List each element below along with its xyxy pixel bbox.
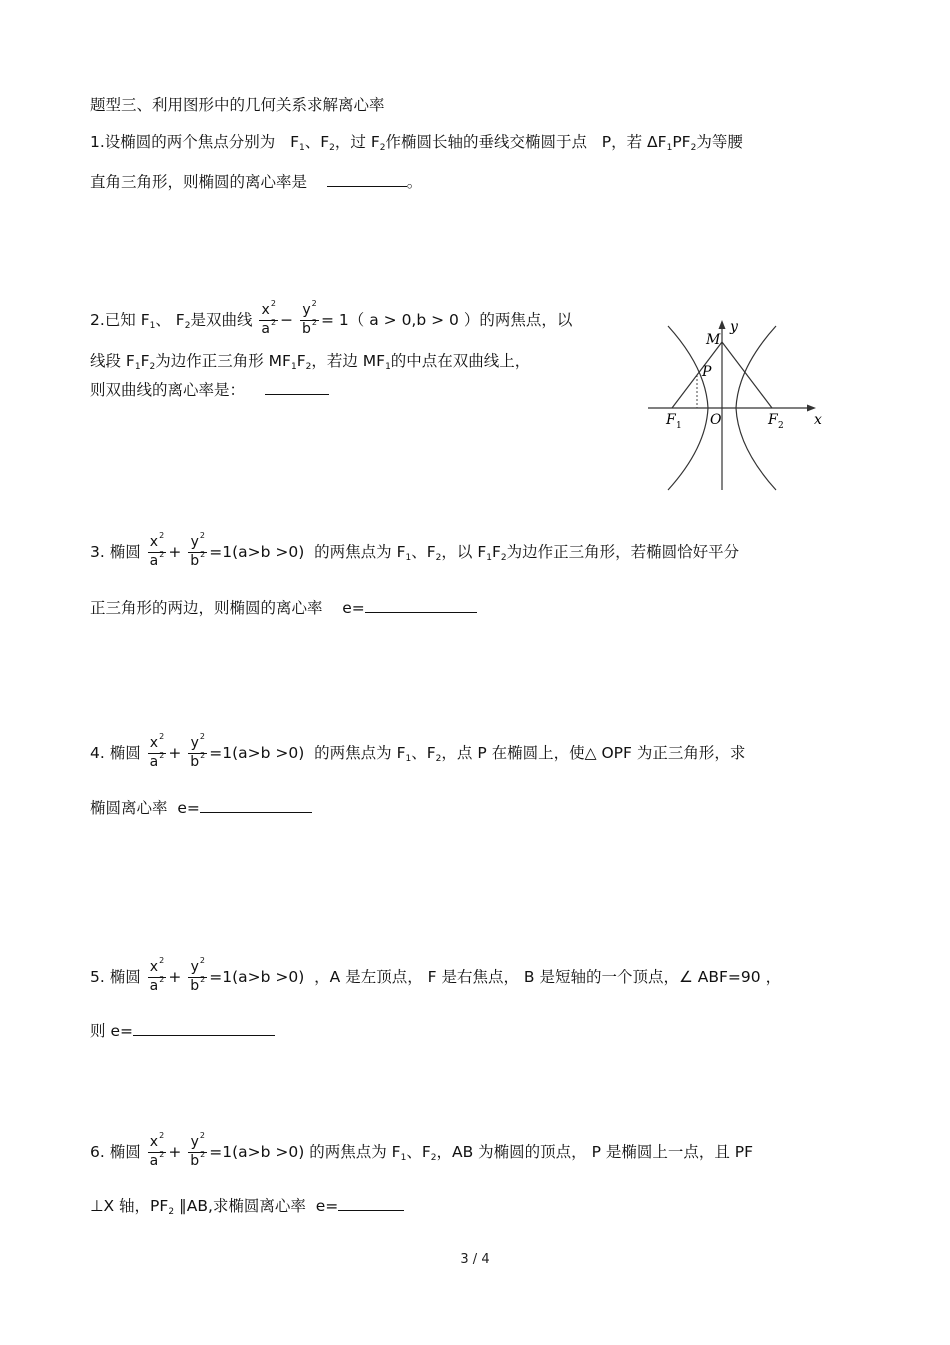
- q2-sub: 2: [184, 321, 191, 331]
- fraction-x2-a2: [148, 956, 167, 996]
- fraction-x2-a2: [259, 299, 278, 339]
- fraction-y2-b2: [188, 732, 207, 772]
- fraction-x2-a2: [148, 1131, 167, 1171]
- frac-num: x: [149, 735, 159, 751]
- frac-num: x: [149, 959, 159, 975]
- frac-num: y: [190, 959, 199, 975]
- answer-blank[interactable]: [338, 1194, 404, 1211]
- plus-sign: +: [168, 1143, 182, 1161]
- q6-line2-b: ∥AB,求椭圆离心率: [178, 1197, 306, 1215]
- fraction-y2-b2: [300, 299, 319, 339]
- q2-text-b: 、 F: [155, 311, 185, 329]
- frac-den: a: [149, 1153, 159, 1169]
- label-p: P: [702, 364, 712, 380]
- q1-end: 。: [406, 173, 423, 191]
- q4-line2: 椭圆离心率: [90, 799, 168, 817]
- q3-text-c: F: [491, 543, 501, 561]
- q5-e: e=: [110, 1022, 133, 1040]
- fraction-y2-b2: [188, 1131, 207, 1171]
- q6-text-b: ，AB 为椭圆的顶点， P 是椭圆上一点，且 PF: [436, 1143, 754, 1161]
- plus-sign: +: [168, 543, 182, 561]
- frac-num: y: [190, 534, 199, 550]
- label-o: O: [710, 412, 722, 428]
- equation-rhs: =1(a>b >0): [209, 1143, 305, 1161]
- q1-sub: 2: [329, 143, 335, 153]
- q2-l2-f: 的中点在双曲线上，: [390, 352, 531, 370]
- fraction-x2-a2: [148, 732, 167, 772]
- frac-num: y: [190, 735, 199, 751]
- q2-l2-a: 线段 F: [90, 352, 135, 370]
- hyperbola-figure: [640, 318, 830, 493]
- q1-text-d: ，若 ΔF: [611, 133, 667, 151]
- frac-sup: 2: [200, 751, 206, 760]
- frac-sup: 2: [200, 1150, 206, 1159]
- frac-num: x: [149, 1134, 159, 1150]
- question-2-line-2: [90, 351, 530, 374]
- answer-blank[interactable]: [327, 170, 407, 187]
- q5-line2: 则: [90, 1022, 106, 1040]
- equation-rhs: =1(a>b >0): [209, 744, 305, 762]
- frac-den: b: [190, 553, 200, 569]
- q2-sub: 1: [385, 362, 391, 372]
- q1-text-b: ，过 F: [334, 133, 380, 151]
- equation-rhs: =1(a>b >0): [209, 543, 305, 561]
- q2-l2-c: 为边作正三角形 MF: [155, 352, 291, 370]
- frac-den: b: [190, 978, 200, 994]
- q3-sub: 2: [435, 553, 442, 563]
- frac-den: a: [149, 978, 159, 994]
- frac-den: b: [190, 754, 200, 770]
- label-x: x: [814, 412, 822, 428]
- q6-sub: 1: [400, 1153, 407, 1163]
- question-4-line-2: [90, 796, 312, 818]
- q3-sub: 1: [405, 553, 412, 563]
- equals-one: = 1: [321, 311, 349, 329]
- q3-text-d: 为边作正三角形，若椭圆恰好平分: [506, 543, 740, 561]
- q4-prefix: 4. 椭圆: [90, 744, 141, 762]
- frac-sup: 2: [271, 318, 277, 327]
- q6-mid: 、F: [406, 1143, 431, 1161]
- answer-blank[interactable]: [265, 378, 329, 395]
- q2-sub: 1: [149, 321, 156, 331]
- frac-sup: 2: [270, 299, 276, 308]
- q3-sub: 2: [500, 553, 507, 563]
- minus-sign: −: [280, 311, 294, 329]
- q1-f1: F: [290, 133, 299, 151]
- label-f2-sub: 2: [778, 421, 784, 431]
- fraction-x2-a2: [148, 531, 167, 571]
- frac-sup: 2: [159, 550, 165, 559]
- q2-l2-d: F: [296, 352, 306, 370]
- q1-sub: 1: [666, 143, 673, 153]
- question-2-line-1: [90, 296, 572, 344]
- frac-den: b: [190, 1153, 200, 1169]
- answer-blank[interactable]: [200, 796, 312, 813]
- q3-text: 的两焦点为 F: [314, 543, 406, 561]
- answer-blank[interactable]: [133, 1019, 275, 1036]
- frac-sup: 2: [199, 732, 205, 741]
- question-3-line-2: [90, 596, 477, 618]
- frac-sup: 2: [200, 550, 206, 559]
- q1-text-e: PF: [672, 133, 691, 151]
- frac-den: a: [149, 553, 159, 569]
- plus-sign: +: [168, 744, 182, 762]
- frac-sup: 2: [159, 1131, 165, 1140]
- label-f2: F: [768, 412, 778, 428]
- q6-line2-a: ⊥X 轴，PF: [90, 1197, 169, 1215]
- frac-sup: 2: [199, 1131, 205, 1140]
- fraction-y2-b2: [188, 531, 207, 571]
- equation-rhs: =1(a>b >0): [209, 968, 305, 986]
- q4-sub: 2: [435, 754, 442, 764]
- q2-l2-b: F: [140, 352, 150, 370]
- label-f1: F: [666, 412, 676, 428]
- question-3-line-1: [90, 528, 739, 576]
- q3-text-b: ，以 F: [441, 543, 487, 561]
- question-1-line-2: [90, 170, 422, 192]
- q2-sub: 1: [290, 362, 297, 372]
- q6-sub: 2: [430, 1153, 437, 1163]
- x-axis-arrow: [807, 405, 816, 412]
- question-5-line-1: [90, 953, 781, 1001]
- frac-sup: 2: [159, 1150, 165, 1159]
- q4-mid: 、F: [411, 744, 436, 762]
- question-5-line-2: [90, 1019, 275, 1041]
- q3-e: e=: [342, 599, 365, 617]
- q2-l2-e: ，若边 MF: [311, 352, 386, 370]
- page-number: 3 / 4: [460, 1252, 490, 1267]
- q2-text-c: 是双曲线: [190, 311, 253, 329]
- section-heading: 题型三、利用图形中的几何关系求解离心率: [90, 96, 385, 114]
- q3-sub: 1: [486, 553, 492, 563]
- q1-line2-text: 直角三角形，则椭圆的离心率是: [90, 173, 308, 191]
- q4-text: 的两焦点为 F: [314, 744, 406, 762]
- label-m: M: [706, 332, 721, 348]
- question-2-line-3: [90, 378, 329, 400]
- frac-sup: 2: [199, 531, 205, 540]
- question-6-line-1: [90, 1128, 753, 1176]
- frac-den: a: [261, 321, 270, 337]
- frac-num: y: [302, 302, 311, 318]
- q3-line2: 正三角形的两边，则椭圆的离心率: [90, 599, 323, 617]
- q2-sub: 1: [134, 362, 141, 372]
- q6-e: e=: [315, 1197, 339, 1215]
- frac-den: b: [302, 321, 311, 337]
- q1-sub: 2: [379, 143, 386, 153]
- q4-text-b: ，点 P 在椭圆上，使△ OPF 为正三角形，求: [441, 744, 746, 762]
- frac-sup: 2: [311, 299, 317, 308]
- frac-sup: 2: [159, 975, 165, 984]
- fraction-y2-b2: [188, 956, 207, 996]
- frac-sup: 2: [159, 751, 165, 760]
- q1-text-a: 1.设椭圆的两个焦点分别为: [90, 133, 276, 151]
- answer-blank[interactable]: [365, 596, 477, 613]
- q2-condition: （ a > 0,b > 0 ）的两焦点，以: [348, 311, 573, 329]
- q3-prefix: 3. 椭圆: [90, 543, 141, 561]
- y-axis-arrow: [719, 320, 726, 329]
- q1-text-f: 为等腰: [696, 133, 743, 151]
- question-1-line-1: [90, 132, 743, 155]
- q1-sub: 2: [690, 143, 697, 153]
- q1-point: P: [601, 133, 612, 151]
- label-y: y: [730, 319, 738, 335]
- q2-text-a: 2.已知 F: [90, 311, 150, 329]
- frac-den: a: [149, 754, 159, 770]
- q6-prefix: 6. 椭圆: [90, 1143, 141, 1161]
- q1-sub: 1: [299, 143, 305, 153]
- frac-num: x: [261, 302, 270, 318]
- frac-sup: 2: [311, 318, 318, 327]
- frac-sup: 2: [159, 732, 165, 741]
- label-f1-sub: 1: [676, 421, 682, 431]
- q1-text-c: 作椭圆长轴的垂线交椭圆于点: [385, 133, 587, 151]
- q6-sub: 2: [168, 1207, 175, 1217]
- q6-text: 的两焦点为 F: [309, 1143, 401, 1161]
- q2-sub: 2: [149, 362, 156, 372]
- q4-sub: 1: [405, 754, 412, 764]
- q5-text: ，A 是左顶点， F 是右焦点， B 是短轴的一个顶点，∠ ABF=90 ，: [314, 968, 782, 986]
- q1-sep: 、F: [304, 133, 330, 151]
- q2-sub: 2: [305, 362, 312, 372]
- question-6-line-2: [90, 1194, 404, 1219]
- frac-num: y: [190, 1134, 199, 1150]
- triangle-side-mf2: [722, 342, 772, 408]
- frac-sup: 2: [199, 956, 205, 965]
- q4-e: e=: [177, 799, 200, 817]
- frac-num: x: [149, 534, 159, 550]
- plus-sign: +: [168, 968, 182, 986]
- frac-sup: 2: [159, 956, 165, 965]
- q5-prefix: 5. 椭圆: [90, 968, 141, 986]
- q3-mid: 、F: [411, 543, 436, 561]
- q2-l3: 则双曲线的离心率是：: [90, 381, 246, 399]
- frac-sup: 2: [159, 531, 165, 540]
- frac-sup: 2: [200, 975, 206, 984]
- question-4-line-1: [90, 729, 745, 777]
